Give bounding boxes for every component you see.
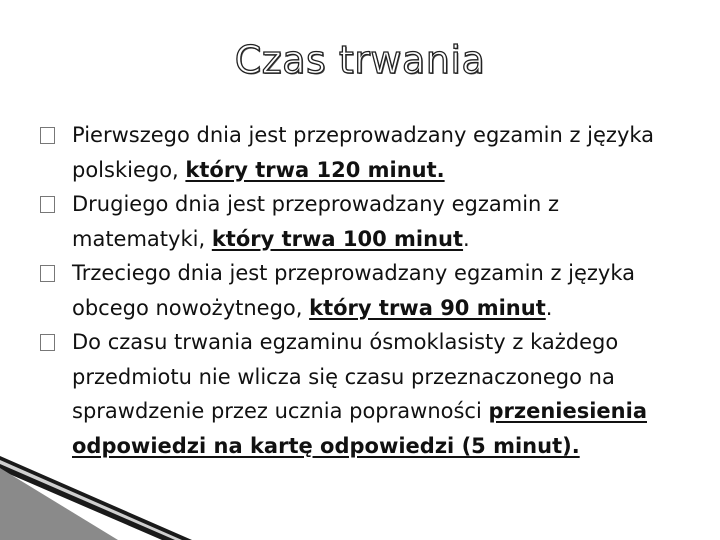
bullet-tail: . bbox=[545, 295, 553, 320]
bullet-text: Pierwszego dnia jest przeprowadzany egzamin z języka polskiego, bbox=[72, 123, 655, 182]
bullet-text: Do czasu trwania egzaminu ósmoklasisty z każdego przedmiotu nie wlicza się czasu przeznaczonego na sprawdzenie przez ucznia poprawności bbox=[72, 330, 619, 423]
hollow-square-bullet-icon bbox=[40, 334, 55, 351]
bullet-item-1 bbox=[40, 118, 680, 187]
bullet-item-2 bbox=[40, 187, 680, 256]
bullet-emphasis: przeniesienia odpowiedzi na kartę odpowiedzi (5 minut). bbox=[72, 399, 647, 458]
hollow-square-bullet-icon bbox=[40, 196, 55, 213]
bullet-list bbox=[40, 118, 680, 463]
bullet-text: Drugiego dnia jest przeprowadzany egzamin z matematyki, bbox=[72, 192, 560, 251]
bullet-tail: . bbox=[463, 226, 470, 251]
corner-decoration bbox=[0, 440, 720, 540]
slide-title: Czas trwania bbox=[234, 38, 486, 82]
bullet-emphasis: który trwa 100 minut bbox=[211, 226, 464, 251]
bullet-emphasis: który trwa 120 minut. bbox=[185, 157, 445, 182]
hollow-square-bullet-icon bbox=[40, 127, 55, 144]
bullet-item-3 bbox=[40, 256, 680, 325]
hollow-square-bullet-icon bbox=[40, 265, 55, 282]
bullet-text: Trzeciego dnia jest przeprowadzany egzamin z języka obcego nowożytnego, bbox=[72, 261, 636, 320]
bullet-emphasis: który trwa 90 minut bbox=[309, 295, 546, 320]
